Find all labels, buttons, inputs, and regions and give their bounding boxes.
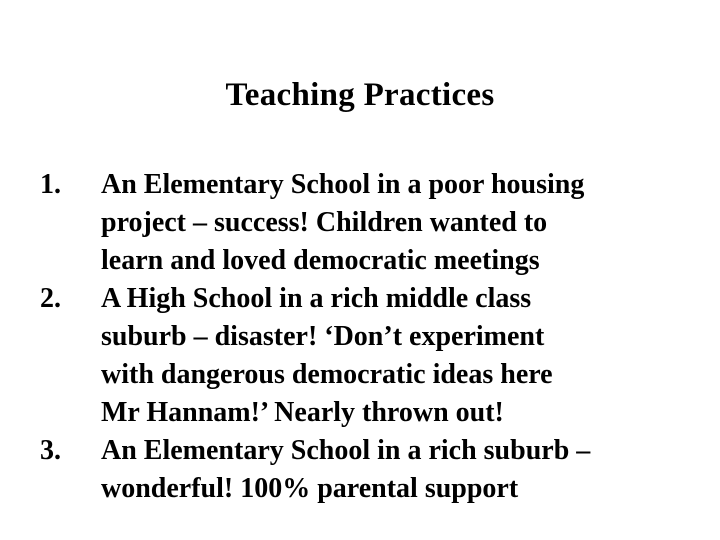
- list-item-line: suburb – disaster! ‘Don’t experiment: [101, 321, 545, 352]
- list-item-line: project – success! Children wanted to: [101, 207, 548, 238]
- list-item-line: A High School in a rich middle class: [101, 283, 532, 314]
- list-item-3: [40, 432, 700, 508]
- list-item-number: 1.: [40, 169, 61, 200]
- list-item-line: learn and loved democratic meetings: [101, 245, 540, 276]
- list-item-line: with dangerous democratic ideas here: [101, 359, 553, 390]
- list-item-line: wonderful! 100% parental support: [101, 473, 519, 504]
- list-item-line: An Elementary School in a rich suburb –: [101, 435, 591, 466]
- list-item-2: [40, 280, 700, 432]
- list-item-line: Mr Hannam!’ Nearly thrown out!: [101, 397, 504, 428]
- list-item-line: An Elementary School in a poor housing: [101, 169, 585, 200]
- slide-title: Teaching Practices: [225, 77, 495, 113]
- list-item-1: [40, 166, 700, 280]
- practices-list: [40, 166, 700, 508]
- list-item-number: 3.: [40, 435, 61, 466]
- list-item-number: 2.: [40, 283, 61, 314]
